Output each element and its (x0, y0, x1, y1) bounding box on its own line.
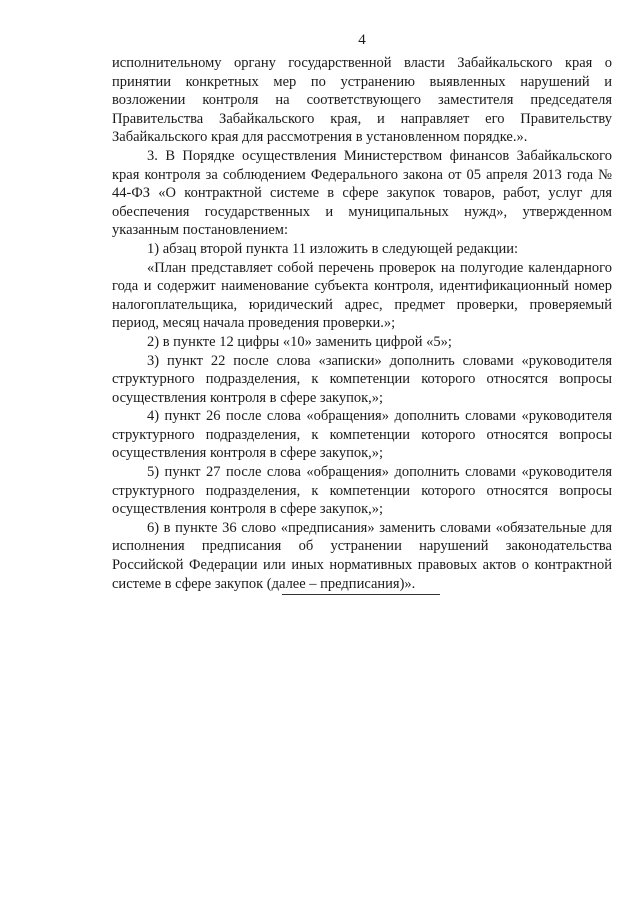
paragraph-quoted-plan: «План представляет собой перечень проверок на полугодие календарного года и содержит наименование субъекта контроля, идентификационный номер налогоплательщика, юридический адрес, предмет проверки, проверяемый период, месяц начала проведения проверки.»; (112, 259, 612, 332)
paragraph-subitem-5: 5) пункт 27 после слова «обращения» дополнить словами «руководителя структурного подразделения, к компетенции которого относятся вопросы осуществления контроля в сфере закупок,»; (112, 464, 612, 518)
paragraph-item-3: 3. В Порядке осуществления Министерством финансов Забайкальского края контроля за соблюдением Федерального закона от 05 апреля 2013 года № 44-ФЗ «О контрактной системе в сфере закупок товаров, работ, услуг для обеспечения государственных и муниципальных нужд», утвержденном указанным постановлением: (112, 147, 612, 239)
paragraph-subitem-3: 3) пункт 22 после слова «записки» дополнить словами «руководителя структурного подразделения, к компетенции которого относятся вопросы осуществления контроля в сфере закупок,»; (112, 352, 612, 406)
page-number: 4 (358, 32, 366, 48)
paragraph-continuation: исполнительному органу государственной власти Забайкальского края о принятии конкретных мер по устранению выявленных нарушений и возложении контроля на соответствующего заместителя председателя Правительства Забайкальского края, и направляет его Правительству Забайкальского края для рассмотрения в установленном порядке.». (112, 55, 612, 146)
document-page (112, 32, 612, 593)
paragraph-subitem-2: 2) в пункте 12 цифры «10» заменить цифрой «5»; (147, 333, 452, 350)
paragraph-subitem-6: 6) в пункте 36 слово «предписания» заменить словами «обязательные для исполнения предписания об устранении нарушений законодательства Российской Федерации или иных нормативных правовых актов о контрактной системе в сфере закупок (далее – предписания)». (112, 519, 612, 592)
paragraph-subitem-4: 4) пункт 26 после слова «обращения» дополнить словами «руководителя структурного подразделения, к компетенции которого относятся вопросы осуществления контроля в сфере закупок,»; (112, 408, 612, 462)
closing-divider-line (282, 594, 440, 595)
paragraph-subitem-1: 1) абзац второй пункта 11 изложить в следующей редакции: (147, 240, 519, 257)
